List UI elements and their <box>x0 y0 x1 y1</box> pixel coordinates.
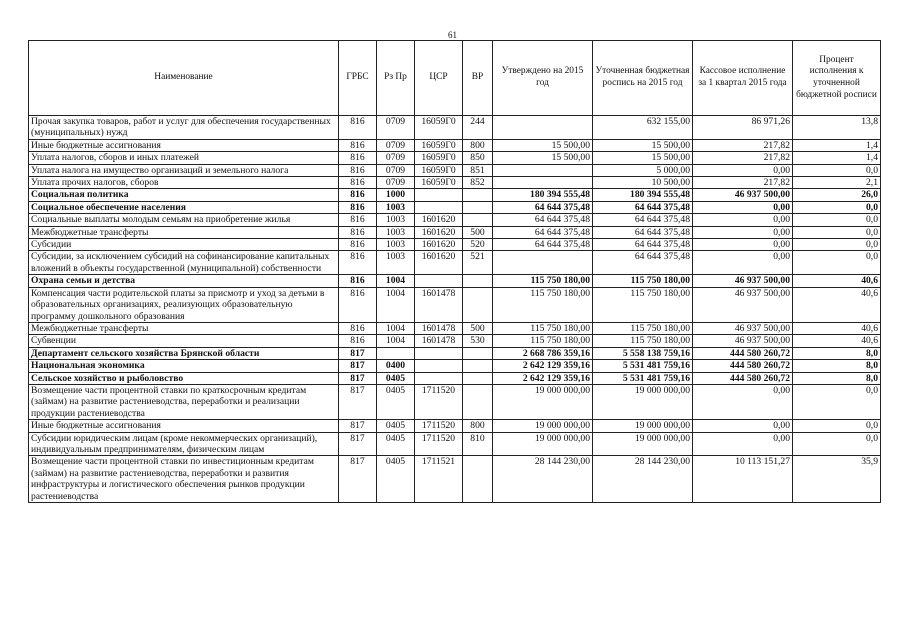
cell-percent: 0,0 <box>793 201 881 213</box>
cell-percent: 40,6 <box>793 275 881 287</box>
cell-rzpr: 1003 <box>377 214 415 226</box>
cell-approved <box>493 251 593 275</box>
cell-cash: 86 971,26 <box>693 116 793 140</box>
cell-rzpr: 0405 <box>377 372 415 384</box>
col-header-approved: Утверждено на 2015 год <box>493 41 593 116</box>
cell-percent: 35,9 <box>793 456 881 503</box>
cell-name: Охрана семьи и детства <box>29 275 339 287</box>
cell-approved: 115 750 180,00 <box>493 275 593 287</box>
cell-refined: 115 750 180,00 <box>593 287 693 322</box>
cell-rzpr: 0405 <box>377 432 415 456</box>
cell-percent: 8,0 <box>793 360 881 372</box>
cell-grbs: 816 <box>339 251 377 275</box>
table-row <box>29 335 881 347</box>
cell-vr <box>463 287 493 322</box>
cell-csr <box>415 347 463 359</box>
cell-name: Сельское хозяйство и рыболовство <box>29 372 339 384</box>
cell-cash: 46 937 500,00 <box>693 335 793 347</box>
col-header-grbs: ГРБС <box>339 41 377 116</box>
table-row <box>29 372 881 384</box>
table-row <box>29 347 881 359</box>
header-row <box>29 41 881 116</box>
cell-cash: 0,00 <box>693 420 793 432</box>
col-header-vr: ВР <box>463 41 493 116</box>
cell-refined: 19 000 000,00 <box>593 432 693 456</box>
cell-approved: 64 644 375,48 <box>493 201 593 213</box>
cell-refined: 64 644 375,48 <box>593 239 693 251</box>
cell-rzpr: 0400 <box>377 360 415 372</box>
cell-cash: 217,82 <box>693 152 793 164</box>
cell-vr <box>463 201 493 213</box>
cell-grbs: 816 <box>339 164 377 176</box>
cell-rzpr: 1004 <box>377 335 415 347</box>
cell-vr: 850 <box>463 152 493 164</box>
cell-refined: 5 000,00 <box>593 164 693 176</box>
cell-name: Уплата налога на имущество организаций и земельного налога <box>29 164 339 176</box>
cell-refined: 5 531 481 759,16 <box>593 372 693 384</box>
cell-approved: 64 644 375,48 <box>493 226 593 238</box>
cell-grbs: 816 <box>339 335 377 347</box>
table-row <box>29 322 881 334</box>
cell-grbs: 816 <box>339 201 377 213</box>
cell-approved: 2 642 129 359,16 <box>493 372 593 384</box>
cell-grbs: 816 <box>339 177 377 189</box>
cell-cash: 46 937 500,00 <box>693 287 793 322</box>
table-row <box>29 275 881 287</box>
table-row <box>29 251 881 275</box>
cell-rzpr <box>377 347 415 359</box>
cell-approved: 2 642 129 359,16 <box>493 360 593 372</box>
cell-grbs: 817 <box>339 420 377 432</box>
table-row <box>29 201 881 213</box>
cell-percent: 0,0 <box>793 239 881 251</box>
cell-rzpr: 1004 <box>377 322 415 334</box>
cell-grbs: 816 <box>339 239 377 251</box>
cell-grbs: 817 <box>339 456 377 503</box>
table-row <box>29 189 881 201</box>
cell-approved: 19 000 000,00 <box>493 420 593 432</box>
cell-approved: 115 750 180,00 <box>493 287 593 322</box>
cell-cash: 444 580 260,72 <box>693 360 793 372</box>
cell-csr: 1601478 <box>415 335 463 347</box>
cell-name: Прочая закупка товаров, работ и услуг для обеспечения государственных (муниципальных) нужд <box>29 116 339 140</box>
cell-vr: 800 <box>463 139 493 151</box>
cell-vr: 521 <box>463 251 493 275</box>
cell-cash: 0,00 <box>693 384 793 419</box>
cell-refined: 115 750 180,00 <box>593 335 693 347</box>
cell-rzpr: 0709 <box>377 152 415 164</box>
page-number: 61 <box>448 30 457 40</box>
cell-refined: 180 394 555,48 <box>593 189 693 201</box>
cell-approved: 64 644 375,48 <box>493 239 593 251</box>
cell-percent: 40,6 <box>793 322 881 334</box>
cell-name: Межбюджетные трансферты <box>29 322 339 334</box>
cell-grbs: 816 <box>339 287 377 322</box>
cell-refined: 15 500,00 <box>593 152 693 164</box>
col-header-refined: Уточненная бюджетная роспись на 2015 год <box>593 41 693 116</box>
cell-grbs: 816 <box>339 275 377 287</box>
cell-grbs: 816 <box>339 322 377 334</box>
cell-refined: 632 155,00 <box>593 116 693 140</box>
cell-refined: 64 644 375,48 <box>593 214 693 226</box>
cell-approved: 64 644 375,48 <box>493 214 593 226</box>
cell-name: Социальная политика <box>29 189 339 201</box>
cell-name: Возмещение части процентной ставки по инвестиционным кредитам (займам) на развитие растениеводства, переработки и развития инфраструктуры и логистического обеспечения рынков продукции растениеводства <box>29 456 339 503</box>
cell-vr: 530 <box>463 335 493 347</box>
cell-rzpr: 1003 <box>377 239 415 251</box>
table-row <box>29 139 881 151</box>
cell-vr: 810 <box>463 432 493 456</box>
cell-approved <box>493 177 593 189</box>
cell-rzpr: 1004 <box>377 287 415 322</box>
cell-vr: 520 <box>463 239 493 251</box>
cell-vr: 852 <box>463 177 493 189</box>
cell-cash: 10 113 151,27 <box>693 456 793 503</box>
cell-csr: 1711520 <box>415 420 463 432</box>
cell-grbs: 816 <box>339 152 377 164</box>
cell-grbs: 817 <box>339 384 377 419</box>
cell-name: Социальные выплаты молодым семьям на приобретение жилья <box>29 214 339 226</box>
table-row <box>29 177 881 189</box>
cell-name: Уплата налогов, сборов и иных платежей <box>29 152 339 164</box>
cell-approved: 2 668 786 359,16 <box>493 347 593 359</box>
table-row <box>29 287 881 322</box>
cell-vr: 800 <box>463 420 493 432</box>
cell-grbs: 816 <box>339 116 377 140</box>
cell-name: Субвенции <box>29 335 339 347</box>
cell-name: Иные бюджетные ассигнования <box>29 139 339 151</box>
cell-refined: 5 558 138 759,16 <box>593 347 693 359</box>
cell-rzpr: 0709 <box>377 177 415 189</box>
cell-csr: 1601620 <box>415 239 463 251</box>
cell-rzpr: 1003 <box>377 201 415 213</box>
cell-cash: 444 580 260,72 <box>693 347 793 359</box>
cell-refined: 5 531 481 759,16 <box>593 360 693 372</box>
cell-refined: 115 750 180,00 <box>593 275 693 287</box>
cell-refined: 15 500,00 <box>593 139 693 151</box>
cell-csr <box>415 372 463 384</box>
table-row <box>29 226 881 238</box>
cell-refined: 10 500,00 <box>593 177 693 189</box>
table-row <box>29 152 881 164</box>
cell-percent: 40,6 <box>793 287 881 322</box>
cell-csr: 1711521 <box>415 456 463 503</box>
cell-vr: 500 <box>463 226 493 238</box>
cell-refined: 64 644 375,48 <box>593 201 693 213</box>
cell-cash: 217,82 <box>693 139 793 151</box>
cell-approved <box>493 116 593 140</box>
cell-approved: 115 750 180,00 <box>493 322 593 334</box>
cell-approved: 180 394 555,48 <box>493 189 593 201</box>
cell-csr: 1601620 <box>415 251 463 275</box>
table-row <box>29 360 881 372</box>
table-row <box>29 239 881 251</box>
cell-grbs: 817 <box>339 347 377 359</box>
cell-refined: 28 144 230,00 <box>593 456 693 503</box>
cell-vr <box>463 189 493 201</box>
cell-percent: 2,1 <box>793 177 881 189</box>
cell-cash: 46 937 500,00 <box>693 275 793 287</box>
cell-percent: 0,0 <box>793 214 881 226</box>
cell-cash: 0,00 <box>693 164 793 176</box>
cell-cash: 217,82 <box>693 177 793 189</box>
cell-name: Субсидии, за исключением субсидий на софинансирование капитальных вложений в объекты государственной (муниципальной) собственности <box>29 251 339 275</box>
cell-name: Субсидии <box>29 239 339 251</box>
cell-rzpr: 0709 <box>377 116 415 140</box>
cell-name: Межбюджетные трансферты <box>29 226 339 238</box>
col-header-percent: Процент исполнения к уточненной бюджетной росписи <box>793 41 881 116</box>
table-row <box>29 420 881 432</box>
cell-vr: 244 <box>463 116 493 140</box>
cell-cash: 0,00 <box>693 201 793 213</box>
cell-refined: 19 000 000,00 <box>593 384 693 419</box>
cell-percent: 13,8 <box>793 116 881 140</box>
table-row <box>29 164 881 176</box>
cell-rzpr: 1004 <box>377 275 415 287</box>
cell-grbs: 816 <box>339 139 377 151</box>
cell-approved: 15 500,00 <box>493 152 593 164</box>
cell-rzpr: 0405 <box>377 384 415 419</box>
cell-grbs: 817 <box>339 372 377 384</box>
cell-vr <box>463 275 493 287</box>
col-header-cash: Кассовое исполнение за 1 квартал 2015 года <box>693 41 793 116</box>
cell-vr: 500 <box>463 322 493 334</box>
cell-percent: 26,0 <box>793 189 881 201</box>
table-row <box>29 116 881 140</box>
table-row <box>29 384 881 419</box>
cell-csr: 16059Г0 <box>415 152 463 164</box>
cell-grbs: 816 <box>339 214 377 226</box>
cell-csr <box>415 275 463 287</box>
cell-vr <box>463 456 493 503</box>
cell-name: Социальное обеспечение населения <box>29 201 339 213</box>
cell-approved: 15 500,00 <box>493 139 593 151</box>
cell-csr: 1711520 <box>415 384 463 419</box>
cell-percent: 0,0 <box>793 164 881 176</box>
cell-cash: 0,00 <box>693 251 793 275</box>
cell-vr <box>463 372 493 384</box>
cell-refined: 64 644 375,48 <box>593 226 693 238</box>
cell-csr: 16059Г0 <box>415 139 463 151</box>
cell-name: Национальная экономика <box>29 360 339 372</box>
cell-approved: 28 144 230,00 <box>493 456 593 503</box>
cell-csr: 16059Г0 <box>415 164 463 176</box>
cell-name: Департамент сельского хозяйства Брянской области <box>29 347 339 359</box>
cell-grbs: 816 <box>339 226 377 238</box>
cell-name: Уплата прочих налогов, сборов <box>29 177 339 189</box>
cell-rzpr: 1003 <box>377 226 415 238</box>
cell-approved: 115 750 180,00 <box>493 335 593 347</box>
cell-percent: 0,0 <box>793 251 881 275</box>
cell-percent: 0,0 <box>793 226 881 238</box>
cell-refined: 19 000 000,00 <box>593 420 693 432</box>
cell-vr: 851 <box>463 164 493 176</box>
cell-cash: 0,00 <box>693 214 793 226</box>
cell-approved: 19 000 000,00 <box>493 432 593 456</box>
cell-vr <box>463 384 493 419</box>
cell-percent: 40,6 <box>793 335 881 347</box>
cell-percent: 0,0 <box>793 420 881 432</box>
cell-percent: 0,0 <box>793 432 881 456</box>
cell-name: Субсидии юридическим лицам (кроме некоммерческих организаций), индивидуальным предпринимателям, физическим лицам <box>29 432 339 456</box>
cell-cash: 444 580 260,72 <box>693 372 793 384</box>
cell-cash: 0,00 <box>693 432 793 456</box>
cell-csr <box>415 189 463 201</box>
cell-grbs: 817 <box>339 432 377 456</box>
cell-csr <box>415 360 463 372</box>
table-body <box>29 116 881 503</box>
cell-cash: 0,00 <box>693 226 793 238</box>
table-row <box>29 456 881 503</box>
cell-grbs: 817 <box>339 360 377 372</box>
cell-cash: 46 937 500,00 <box>693 322 793 334</box>
cell-name: Иные бюджетные ассигнования <box>29 420 339 432</box>
col-header-name: Наименование <box>29 41 339 116</box>
cell-percent: 0,0 <box>793 384 881 419</box>
cell-name: Возмещение части процентной ставки по краткосрочным кредитам (займам) на развитие растениеводства, переработки и реализации продукции растениеводства <box>29 384 339 419</box>
cell-csr: 1711520 <box>415 432 463 456</box>
cell-percent: 1,4 <box>793 152 881 164</box>
cell-vr <box>463 347 493 359</box>
cell-approved <box>493 164 593 176</box>
cell-name: Компенсация части родительской платы за присмотр и уход за детьми в образовательных организациях, реализующих образовательную программу дошкольного образования <box>29 287 339 322</box>
budget-table <box>28 40 881 503</box>
cell-percent: 8,0 <box>793 372 881 384</box>
cell-cash: 0,00 <box>693 239 793 251</box>
cell-csr <box>415 201 463 213</box>
col-header-rzpr: Рз Пр <box>377 41 415 116</box>
cell-csr: 1601478 <box>415 322 463 334</box>
col-header-csr: ЦСР <box>415 41 463 116</box>
cell-rzpr: 1000 <box>377 189 415 201</box>
cell-refined: 64 644 375,48 <box>593 251 693 275</box>
cell-csr: 1601478 <box>415 287 463 322</box>
cell-csr: 1601620 <box>415 214 463 226</box>
cell-cash: 46 937 500,00 <box>693 189 793 201</box>
cell-refined: 115 750 180,00 <box>593 322 693 334</box>
cell-csr: 16059Г0 <box>415 116 463 140</box>
cell-csr: 16059Г0 <box>415 177 463 189</box>
cell-rzpr: 0405 <box>377 456 415 503</box>
cell-rzpr: 0405 <box>377 420 415 432</box>
cell-vr <box>463 360 493 372</box>
cell-rzpr: 1003 <box>377 251 415 275</box>
cell-rzpr: 0709 <box>377 139 415 151</box>
table-row <box>29 432 881 456</box>
cell-percent: 8,0 <box>793 347 881 359</box>
cell-grbs: 816 <box>339 189 377 201</box>
cell-approved: 19 000 000,00 <box>493 384 593 419</box>
cell-rzpr: 0709 <box>377 164 415 176</box>
table-row <box>29 214 881 226</box>
cell-percent: 1,4 <box>793 139 881 151</box>
cell-csr: 1601620 <box>415 226 463 238</box>
cell-vr <box>463 214 493 226</box>
